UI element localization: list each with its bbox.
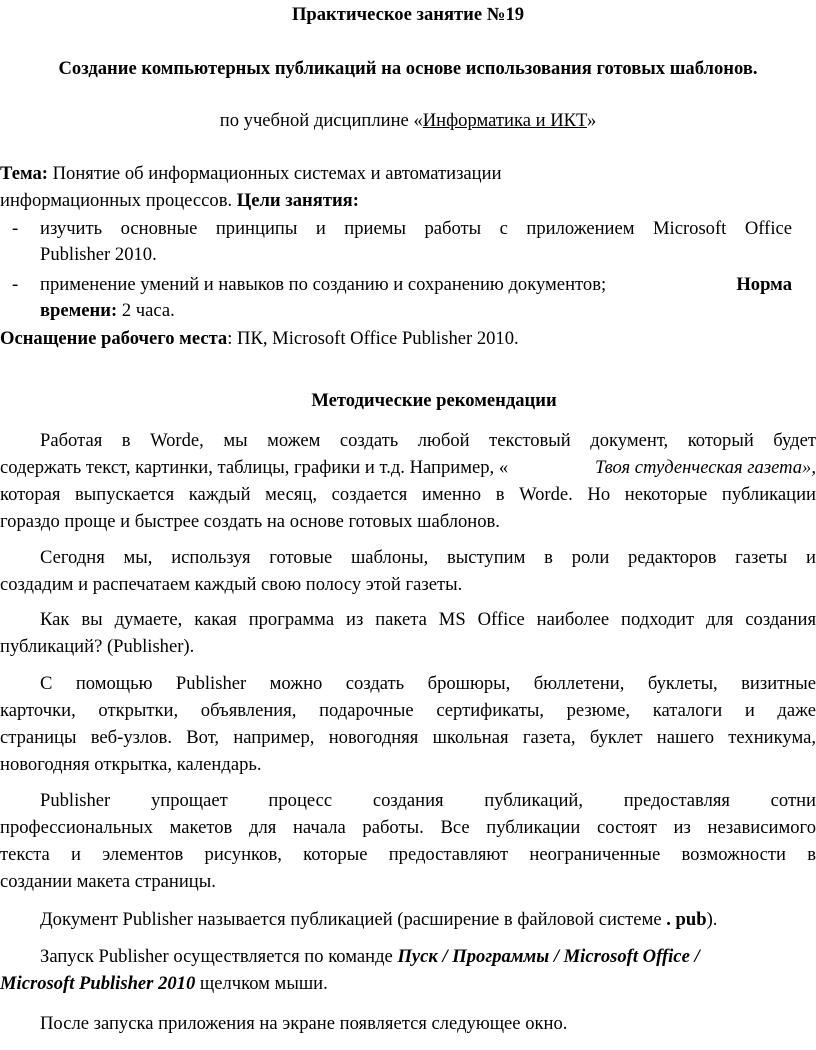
topic-line-1: Тема: Понятие об информационных системах и автоматизации <box>0 163 502 184</box>
norm-line: времени: 2 часа. <box>40 300 175 321</box>
paragraph-7-line-2: Microsoft Publisher 2010 щелчком мыши. <box>0 973 328 994</box>
page-title: Практическое занятие №19 <box>291 4 525 25</box>
list-dash: - <box>12 274 19 295</box>
goal-item-1-cont: Publisher 2010. <box>40 244 157 265</box>
topic-label: Тема: <box>0 163 48 184</box>
equipment-label: Оснащение рабочего места <box>0 328 228 349</box>
norm-label: Норма <box>736 274 792 295</box>
paragraph-2-line-2: создадим и распечатаем каждый свою полосу этой газеты. <box>0 574 463 595</box>
paragraph-4-line-2: карточки, открытки, объявления, подарочные сертификаты, резюме, каталоги и даже <box>0 700 816 721</box>
discipline-name: Информатика и ИКТ <box>422 110 587 131</box>
launch-command: Пуск / Программы / Microsoft Office / <box>397 946 700 967</box>
file-extension: . pub <box>666 909 707 930</box>
paragraph-1-line-2: содержать текст, картинки, таблицы, графики и т.д. Например, « Твоя студенческая газета», <box>0 457 816 478</box>
paragraph-6: Документ Publisher называется публикацией (расширение в файловой системе . pub). <box>40 909 718 930</box>
document-page: Практическое занятие №19 Создание компьютерных публикаций на основе использования готовых шаблонов. по учебной дисциплине «Информатика и ИКТ» Тема: Понятие об информационных системах и автоматизации информационных процессов. Цели занятия: - изучить основные принципы и приемы работы с приложением Microsoft Office Publisher 2010. - применение умений и навыков по созданию и сохранению документов; Норма времени: 2 часа. Оснащение рабочего места: ПК, Microsoft Office Publisher 2010. Методические рекомендации Работая в Worde, мы можем создать любой текстовый документ, который будет содержать текст, картинки, таблицы, графики и т.д. Например, « Твоя студенческая газета», которая выпускается каждый месяц, создается именно в Worde. Но некоторые публикации гораздо проще и быстрее создать на основе готовых шаблонов. Сегодня мы, используя готовые шаблоны, выступим в роли редакторов газеты и создадим и распечатаем каждый свою полосу этой газеты. Как вы думаете, какая программа из пакета MS Office наиболее подходит для создания публикаций? (Publisher). С помощью Publisher можно создать брошюры, бюллетени, буклеты, визитные карточки, открытки, объявления, подарочные сертификаты, резюме, каталоги и даже страницы веб-узлов. Вот, например, новогодняя школьная газета, буклет нашего техникума, новогодняя открытка, календарь. Publisher упрощает процесс создания публикаций, предоставляя сотни профессиональных макетов для начала работы. Все публикации состоят из независимого текста и элементов рисунков, которые предоставляют неограниченные возможности в создании макета страницы. Документ Publisher называется публикацией (расширение в файловой системе . pub). Запуск Publisher осуществляется по команде Пуск / Программы / Microsoft Office / Microsoft Publisher 2010 щелчком мыши. После запуска приложения на экране появляется следующее окно. <box>0 4 816 1034</box>
paragraph-4-line-4: новогодняя открытка, календарь. <box>0 754 262 775</box>
discipline-line: по учебной дисциплине «Информатика и ИКТ» <box>219 110 597 131</box>
equipment-line: Оснащение рабочего места: ПК, Microsoft Office Publisher 2010. <box>0 328 519 349</box>
paragraph-5-line-4: создании макета страницы. <box>0 871 216 892</box>
section-title: Методические рекомендации <box>311 390 557 411</box>
paragraph-5-line-3: текста и элементов рисунков, которые предоставляют неограниченные возможности в <box>0 844 816 865</box>
goals-label: Цели занятия: <box>236 190 359 211</box>
paragraph-7-line-1: Запуск Publisher осуществляется по команде Пуск / Программы / Microsoft Office / <box>40 946 700 967</box>
paragraph-1-line-4: гораздо проще и быстрее создать на основе готовых шаблонов. <box>0 511 500 532</box>
paragraph-8: После запуска приложения на экране появляется следующее окно. <box>40 1013 568 1034</box>
topic-line-2: информационных процессов. Цели занятия: <box>0 190 359 211</box>
paragraph-4-line-3: страницы веб-узлов. Вот, например, новогодняя школьная газета, буклет нашего техникума, <box>0 727 816 748</box>
paragraph-5-line-2: профессиональных макетов для начала работы. Все публикации состоят из независимого <box>0 817 816 838</box>
page-subtitle: Создание компьютерных публикаций на основе использования готовых шаблонов. <box>58 58 758 79</box>
paragraph-3-line-2: публикаций? (Publisher). <box>0 636 195 657</box>
paragraph-1-line-3: которая выпускается каждый месяц, создается именно в Worde. Но некоторые публикации <box>0 484 816 505</box>
list-dash: - <box>12 218 19 239</box>
